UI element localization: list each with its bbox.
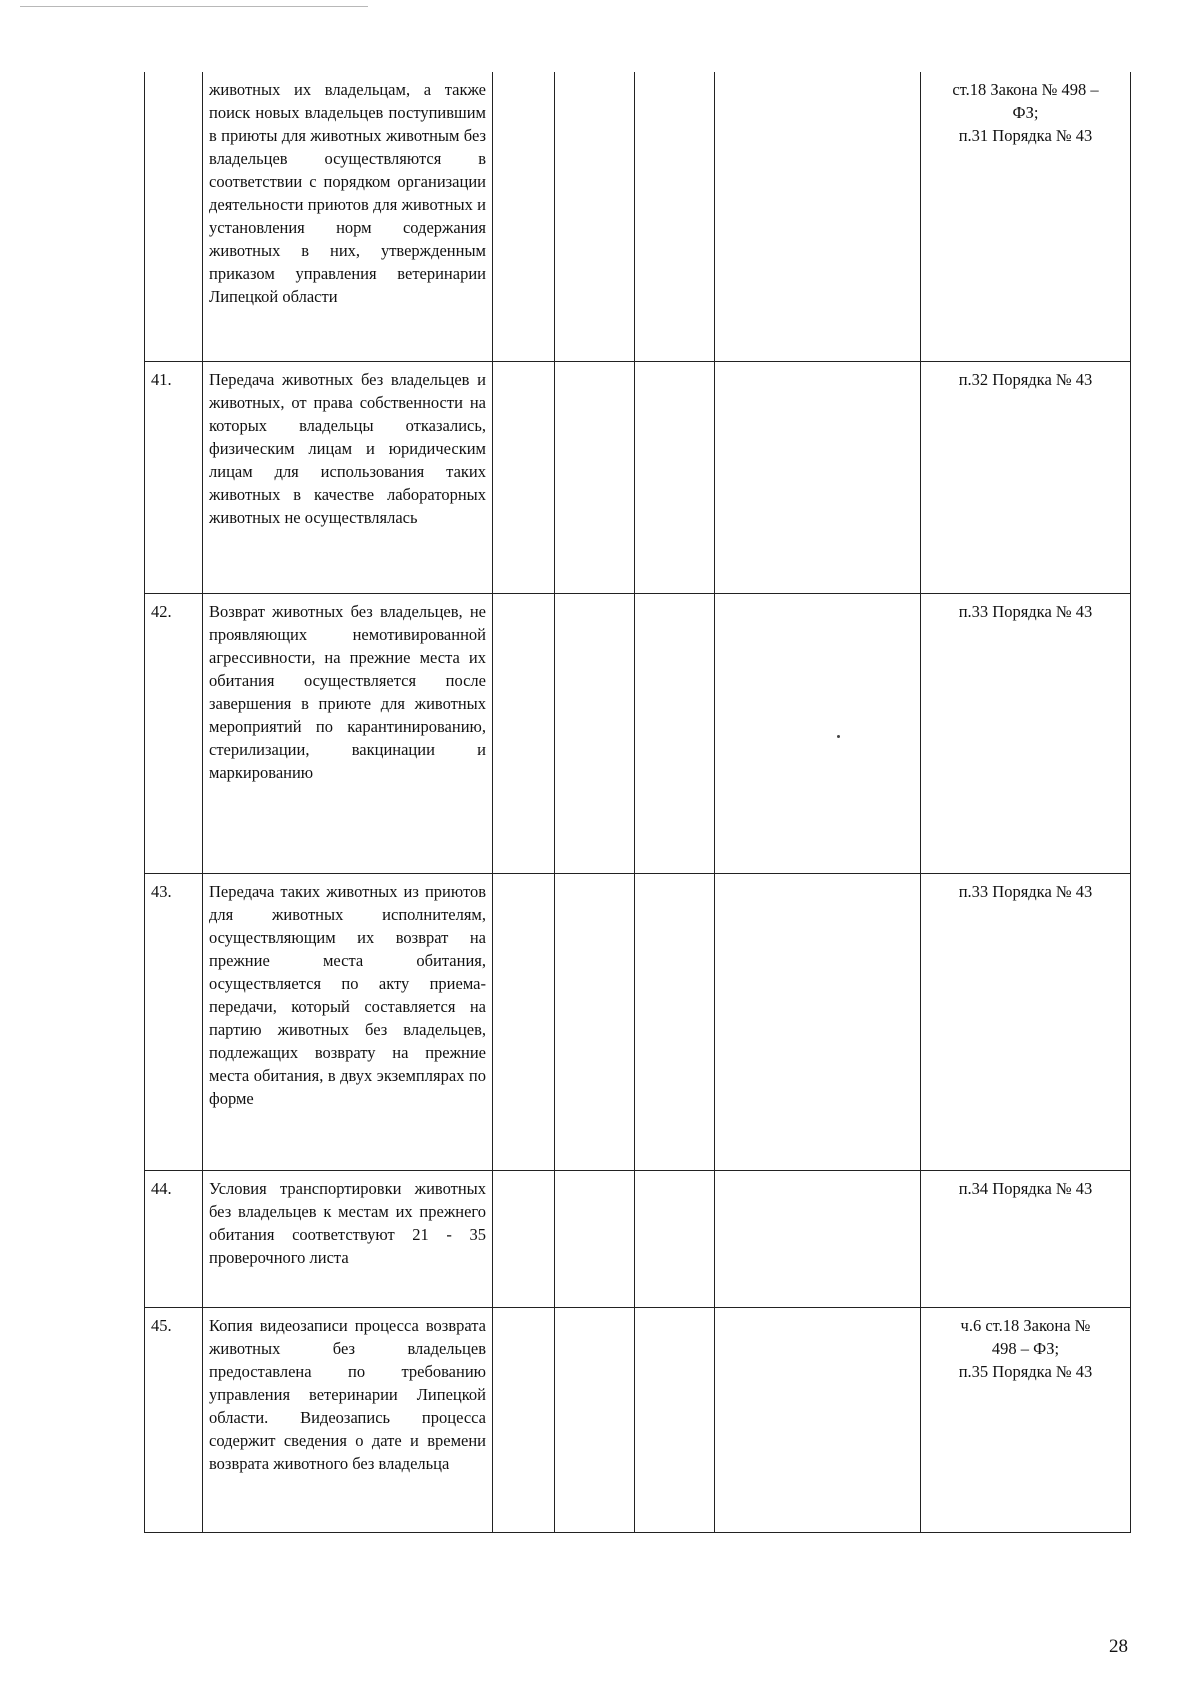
legal-reference	[921, 72, 1131, 361]
reference-line: ч.6 ст.18 Закона №	[960, 1315, 1091, 1335]
table-row	[145, 361, 1131, 593]
legal-reference	[921, 1170, 1131, 1307]
row-number: 45.	[145, 1307, 203, 1532]
answer-not-applicable-cell	[635, 1170, 715, 1307]
answer-no-cell	[555, 593, 635, 873]
answer-not-applicable-cell	[635, 593, 715, 873]
answer-yes-cell	[493, 873, 555, 1170]
reference-line: п.32 Порядка № 43	[958, 369, 1093, 389]
reference-line: п.33 Порядка № 43	[958, 881, 1093, 901]
comment-cell	[715, 593, 921, 873]
row-number: 42.	[145, 593, 203, 873]
answer-no-cell	[555, 1170, 635, 1307]
row-number: 41.	[145, 361, 203, 593]
scan-edge-line	[20, 6, 368, 7]
answer-no-cell	[555, 873, 635, 1170]
table-row	[145, 873, 1131, 1170]
comment-cell	[715, 873, 921, 1170]
requirement-text: Возврат животных без владельцев, не проявляющих немотивированной агрессивности, на прежние места их обитания осуществляется после завершения в приюте для животных мероприятий по карантинированию, стерилизации, вакцинации и маркированию	[203, 593, 493, 873]
reference-line: ФЗ;	[1012, 103, 1039, 122]
scan-speck	[837, 735, 840, 738]
row-number	[145, 72, 203, 361]
answer-no-cell	[555, 361, 635, 593]
reference-line: п.34 Порядка № 43	[958, 1178, 1093, 1198]
answer-yes-cell	[493, 593, 555, 873]
legal-reference	[921, 593, 1131, 873]
comment-cell	[715, 72, 921, 361]
legal-reference	[921, 1307, 1131, 1532]
answer-not-applicable-cell	[635, 361, 715, 593]
answer-no-cell	[555, 72, 635, 361]
requirement-text: Передача животных без владельцев и животных, от права собственности на которых владельцы отказались, физическим лицам и юридическим лицам для использования таких животных в качестве лабораторных животных не осуществлялась	[203, 361, 493, 593]
table-row	[145, 72, 1131, 361]
answer-yes-cell	[493, 1170, 555, 1307]
requirement-text: Условия транспортировки животных без владельцев к местам их прежнего обитания соответствуют 21 - 35 проверочного листа	[203, 1170, 493, 1307]
requirement-text: Копия видеозаписи процесса возврата животных без владельцев предоставлена по требованию управления ветеринарии Липецкой области. Видеозапись процесса содержит сведения о дате и времени возврата животного без владельца	[203, 1307, 493, 1532]
table-row	[145, 1170, 1131, 1307]
reference-line: ст.18 Закона № 498 –	[952, 80, 1099, 99]
checklist-table	[144, 72, 1131, 1533]
legal-reference	[921, 361, 1131, 593]
page-number: 28	[1109, 1636, 1128, 1657]
answer-no-cell	[555, 1307, 635, 1532]
answer-yes-cell	[493, 72, 555, 361]
comment-cell	[715, 1170, 921, 1307]
table-row	[145, 1307, 1131, 1532]
row-number: 44.	[145, 1170, 203, 1307]
reference-line: 498 – ФЗ;	[991, 1338, 1060, 1358]
answer-not-applicable-cell	[635, 72, 715, 361]
legal-reference	[921, 873, 1131, 1170]
reference-line: п.31 Порядка № 43	[958, 126, 1093, 145]
reference-line: п.33 Порядка № 43	[958, 601, 1093, 621]
row-number: 43.	[145, 873, 203, 1170]
comment-cell	[715, 1307, 921, 1532]
answer-yes-cell	[493, 1307, 555, 1532]
requirement-text: животных их владельцам, а также поиск новых владельцев поступившим в приюты для животных животным без владельцев осуществляются в соответствии с порядком организации деятельности приютов для животных и установления норм содержания животных в них, утвержденным приказом управления ветеринарии Липецкой области	[203, 72, 493, 361]
requirement-text: Передача таких животных из приютов для животных исполнителям, осуществляющим их возврат на прежние места обитания, осуществляется по акту приема-передачи, который составляется на партию животных без владельцев, подлежащих возврату на прежние места обитания, в двух экземплярах по форме	[203, 873, 493, 1170]
comment-cell	[715, 361, 921, 593]
answer-not-applicable-cell	[635, 1307, 715, 1532]
reference-line: п.35 Порядка № 43	[958, 1361, 1093, 1381]
table-row	[145, 593, 1131, 873]
answer-not-applicable-cell	[635, 873, 715, 1170]
answer-yes-cell	[493, 361, 555, 593]
